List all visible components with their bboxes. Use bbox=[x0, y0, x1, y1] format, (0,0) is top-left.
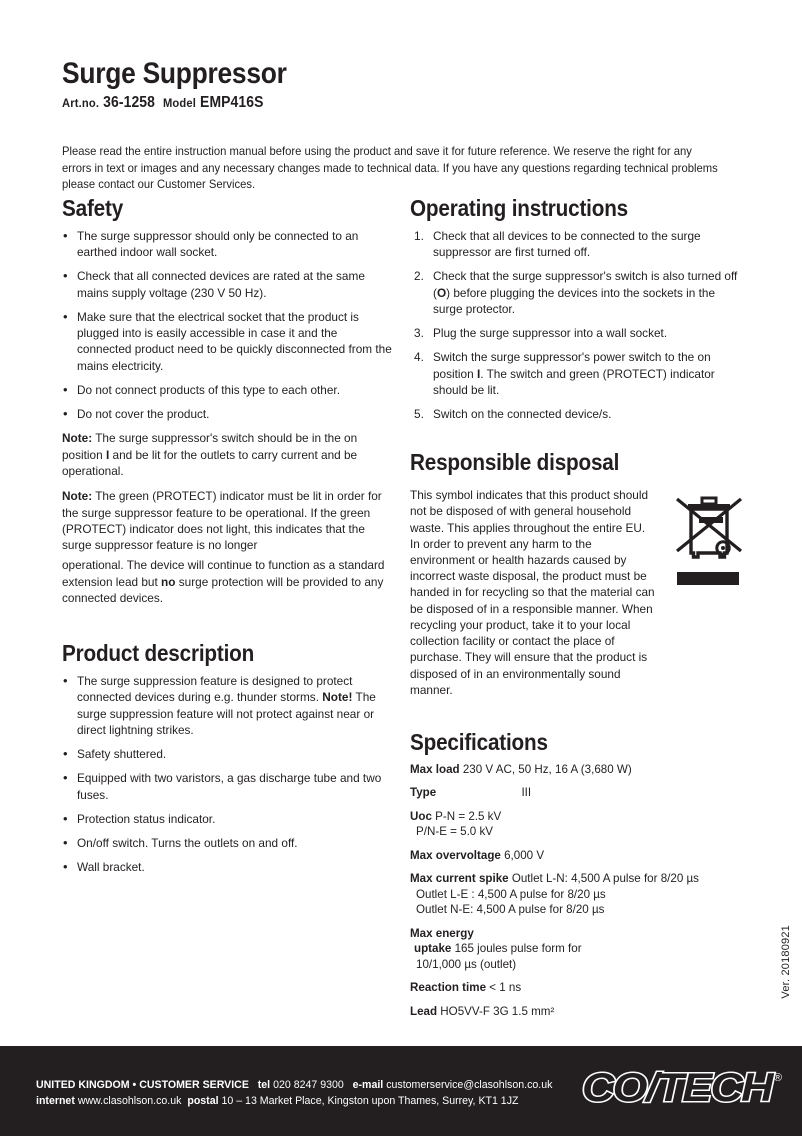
spec-value: III bbox=[521, 786, 532, 800]
spec-row-lead bbox=[410, 1004, 745, 1020]
spec-label: Lead bbox=[410, 1004, 438, 1018]
step-part-1: Check that the surge suppressor's switch is also turned off ( bbox=[433, 269, 738, 300]
footer-service-label: CUSTOMER SERVICE bbox=[139, 1079, 249, 1091]
article-model-line bbox=[62, 94, 683, 112]
bullet-part-2: The surge suppression feature will not protect against near or direct lightning strikes. bbox=[77, 690, 376, 737]
cotech-logo-text: CO/TECH bbox=[582, 1066, 772, 1110]
spec-row-max-energy-uptake bbox=[410, 926, 745, 973]
spec-value: 165 joules pulse form for bbox=[454, 942, 582, 956]
bullet-part-1: The surge suppression feature is designed to protect connected devices during e.g. thunder storms. bbox=[77, 673, 353, 705]
safety-bullet-list bbox=[62, 228, 392, 423]
footer-postal-value: 10 – 13 Market Place, Kingston upon Thames, Surrey, KT1 1JZ bbox=[221, 1094, 519, 1107]
specifications-list bbox=[410, 762, 745, 1020]
registered-trademark-icon: ® bbox=[773, 1072, 782, 1084]
footer-postal-label: postal bbox=[187, 1094, 219, 1107]
spec-row-max-current-spike bbox=[410, 871, 745, 918]
footer-internet-value[interactable]: www.clasohlson.co.uk bbox=[77, 1094, 182, 1107]
spec-label: Uoc bbox=[410, 809, 432, 823]
spacer bbox=[410, 710, 745, 730]
list-item: • Make sure that the electrical socket that the product is plugged into is easily accessible in case it and the connected product need to be quickly disconnected from the mains electricity. bbox=[62, 309, 392, 374]
version-text: Ver. 20180921 bbox=[780, 925, 792, 999]
crossed-out-wheelie-bin-icon bbox=[673, 491, 745, 567]
right-column bbox=[410, 196, 745, 1027]
footer-line-2 bbox=[36, 1094, 552, 1110]
list-item bbox=[410, 349, 745, 398]
note-label: Note: bbox=[62, 489, 93, 504]
art-no-value: 36-1258 bbox=[103, 93, 156, 111]
footer-country: UNITED KINGDOM bbox=[36, 1079, 130, 1091]
spec-label: Type bbox=[410, 786, 437, 800]
spec-row-max-load bbox=[410, 762, 745, 778]
list-item: Check that all devices to be connected to the surge suppressor are first turned off. bbox=[433, 228, 701, 260]
spec-label: Max energy bbox=[410, 926, 474, 940]
footer-bar bbox=[0, 1046, 802, 1136]
list-item bbox=[410, 268, 745, 317]
disposal-block bbox=[410, 487, 745, 698]
safety-note-one bbox=[62, 430, 392, 479]
page-title: Surge Suppressor bbox=[62, 57, 287, 90]
footer-contact-details bbox=[36, 1078, 552, 1110]
spec-row-uoc bbox=[410, 809, 745, 840]
spec-label-second-line bbox=[410, 941, 745, 957]
step-part-1: Switch the surge suppressor's power switch to the on position bbox=[433, 350, 711, 381]
spec-value: HO5VV-F 3G 1.5 mm² bbox=[440, 1004, 555, 1018]
section-heading-responsible-disposal: Responsible disposal bbox=[410, 449, 620, 476]
spec-value: 6,000 V bbox=[504, 848, 545, 862]
spec-value-sub: P/N-E = 5.0 kV bbox=[416, 825, 494, 839]
list-item: • On/off switch. Turns the outlets on and off. bbox=[62, 835, 392, 851]
spec-value: P-N = 2.5 kV bbox=[435, 809, 502, 823]
list-item: • Safety shuttered. bbox=[62, 746, 392, 762]
switch-position-on: I bbox=[476, 366, 481, 381]
section-heading-safety: Safety bbox=[62, 195, 124, 221]
note-cont-part-1: operational. The device will continue to function as a standard extension lead but bbox=[62, 558, 385, 589]
spec-label-uptake: uptake bbox=[414, 942, 452, 956]
note-text: The green (PROTECT) indicator must be lit in order for the surge suppressor feature to be operational. If the green (PROTECT) indicator does not light, this indicates that the surge suppressor feature is no longer bbox=[62, 489, 382, 553]
list-item: Switch on the connected device/s. bbox=[433, 407, 612, 422]
spec-row-reaction-time bbox=[410, 980, 745, 996]
switch-position-on: I bbox=[105, 447, 110, 462]
list-item: • Check that all connected devices are rated at the same mains supply voltage (230 V 50 Hz). bbox=[62, 268, 392, 301]
note-cont-part-2: surge protection will be provided to any connected devices. bbox=[62, 574, 384, 605]
list-item: • The surge suppressor should only be connected to an earthed indoor wall socket. bbox=[62, 228, 392, 261]
section-heading-product-description: Product description bbox=[62, 640, 255, 667]
footer-tel-label: tel bbox=[257, 1079, 271, 1091]
spec-row-type bbox=[410, 785, 745, 801]
weee-symbol bbox=[673, 491, 745, 585]
footer-email-label: e-mail bbox=[352, 1079, 384, 1091]
footer-line-1 bbox=[36, 1078, 552, 1094]
note-label: Note: bbox=[62, 431, 93, 446]
list-item: • Do not connect products of this type to each other. bbox=[62, 382, 392, 398]
spec-value-sub: Outlet N-E: 4,500 A pulse for 8/20 µs bbox=[416, 903, 605, 917]
section-heading-operating-instructions: Operating instructions bbox=[410, 195, 629, 221]
spec-value-sub: Outlet L-E : 4,500 A pulse for 8/20 µs bbox=[416, 887, 606, 901]
spec-label: Max load bbox=[410, 762, 460, 776]
cotech-logo bbox=[582, 1068, 782, 1124]
left-column bbox=[62, 196, 392, 884]
list-item: Plug the surge suppressor into a wall socket. bbox=[433, 326, 668, 341]
spec-label: Max current spike bbox=[410, 872, 509, 886]
note-text-part-1: The surge suppressor's switch should be in the on position bbox=[62, 431, 358, 462]
spec-value: Outlet L-N: 4,500 A pulse for 8/20 µs bbox=[511, 872, 699, 886]
switch-position-off: O bbox=[436, 285, 447, 300]
footer-tel-value: 020 8247 9300 bbox=[273, 1079, 344, 1091]
spacer bbox=[62, 615, 392, 641]
list-item: • Equipped with two varistors, a gas discharge tube and two fuses. bbox=[62, 770, 392, 803]
spec-row-max-overvoltage bbox=[410, 848, 745, 864]
operating-steps-list bbox=[410, 228, 745, 423]
art-no-label: Art.no. bbox=[62, 95, 100, 110]
footer-separator-icon: • bbox=[132, 1079, 137, 1091]
list-item bbox=[62, 673, 392, 738]
safety-note-two bbox=[62, 488, 392, 553]
step-part-2: ) before plugging the devices into the sockets in the surge protector. bbox=[433, 285, 715, 316]
list-item: • Do not cover the product. bbox=[62, 406, 392, 422]
document-header bbox=[62, 58, 752, 112]
footer-email-value[interactable]: customerservice@clasohlson.co.uk bbox=[386, 1079, 553, 1091]
spec-value-sub: 10/1,000 µs (outlet) bbox=[416, 957, 517, 971]
spec-value: < 1 ns bbox=[489, 981, 522, 995]
weee-solid-bar bbox=[677, 572, 739, 585]
emphasis-no: no bbox=[161, 574, 176, 589]
step-part-2: . The switch and green (PROTECT) indicator should be lit. bbox=[433, 366, 715, 397]
list-item: • Protection status indicator. bbox=[62, 811, 392, 827]
spec-label: Reaction time bbox=[410, 981, 487, 995]
product-description-bullet-list bbox=[62, 673, 392, 876]
safety-note-two-continued bbox=[62, 557, 392, 606]
footer-internet-label: internet bbox=[36, 1094, 75, 1107]
model-label: Model bbox=[162, 95, 197, 110]
note-exclaim-label: Note! bbox=[322, 690, 353, 705]
section-heading-specifications: Specifications bbox=[410, 728, 548, 755]
list-item: • Wall bracket. bbox=[62, 859, 392, 875]
note-text-part-2: and be lit for the outlets to carry current and be operational. bbox=[62, 447, 358, 479]
disposal-text: This symbol indicates that this product should not be disposed of with general household waste. This applies throughout the entire EU. In order to prevent any harm to the environment or health hazards caused by incorrect waste disposal, the product must be handed in for recycling so that the material can be disposed of in a responsible manner. When recycling your product, take it to your local collection facility or contact the place of purchase. They will ensure that the product is disposed of in an environmentally sound manner. bbox=[410, 488, 655, 697]
spec-label: Max overvoltage bbox=[410, 848, 501, 862]
intro-paragraph: Please read the entire instruction manual before using the product and save it for future reference. We reserve the right for any errors in text or images and any necessary changes made to technical data. If you have any questions regarding technical problems please contact our Customer Services. bbox=[62, 144, 718, 192]
spec-value: 230 V AC, 50 Hz, 16 A (3,680 W) bbox=[462, 762, 632, 776]
spacer bbox=[410, 430, 745, 450]
model-value: EMP416S bbox=[200, 93, 264, 111]
